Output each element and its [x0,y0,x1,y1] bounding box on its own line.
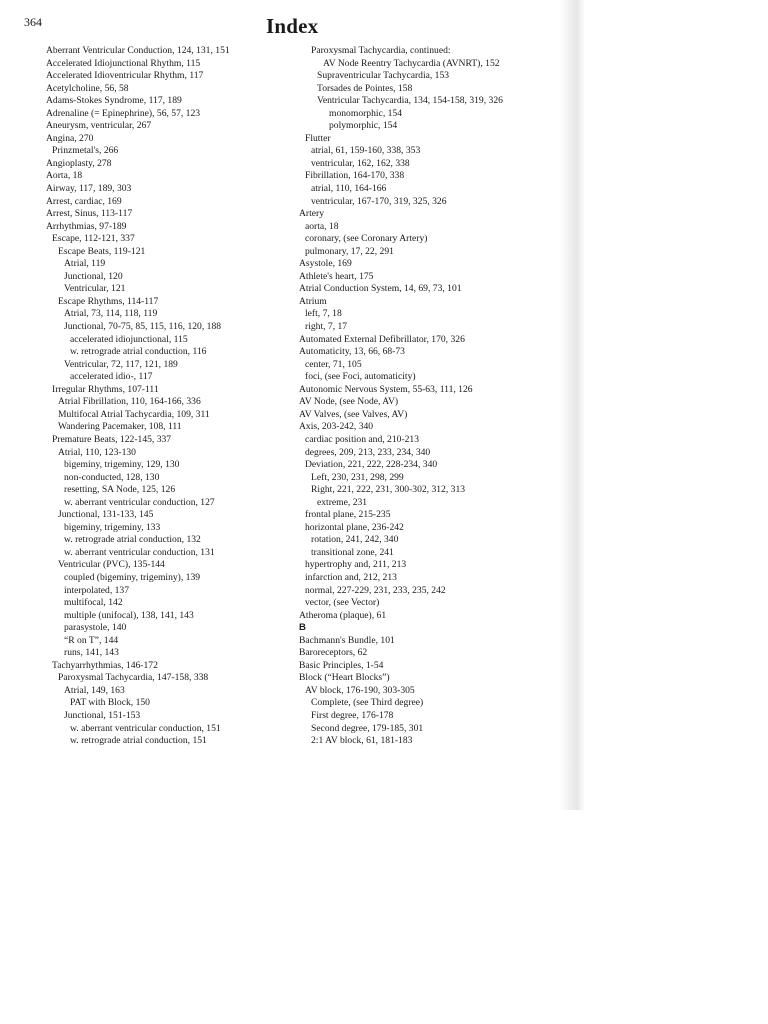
index-entry: atrial, 110, 164-166 [311,183,387,195]
index-entry: Bachmann's Bundle, 101 [299,634,395,646]
index-entry: Tachyarrhythmias, 146-172 [52,659,158,671]
index-entry: Left, 230, 231, 298, 299 [311,471,404,483]
index-entry: Torsades de Pointes, 158 [317,82,413,94]
index-entry: coupled (bigeminy, trigeminy), 139 [64,571,201,583]
index-entry: ventricular, 167-170, 319, 325, 326 [311,195,447,207]
index-entry: Junctional, 151-153 [64,709,141,721]
index-entry: resetting, SA Node, 125, 126 [64,484,176,496]
index-entry: Junctional, 70-75, 85, 115, 116, 120, 188 [64,321,222,333]
index-entry: Atrial Conduction System, 14, 69, 73, 101 [299,283,462,295]
index-entry: runs, 141, 143 [64,647,119,659]
index-entry: accelerated idiojunctional, 115 [70,333,188,345]
index-entry: Automated External Defibrillator, 170, 326 [299,333,465,345]
index-entry: rotation, 241, 242, 340 [311,534,399,546]
index-entry: “R on T”, 144 [64,634,119,646]
index-entry: Angina, 270 [46,132,94,144]
index-entry: Second degree, 179-185, 301 [311,722,424,734]
index-entry: bigeminy, trigeminy, 133 [64,521,161,533]
index-entry: atrial, 61, 159-160, 338, 353 [311,145,421,157]
index-entry: Accelerated Idioventricular Rhythm, 117 [46,70,204,82]
index-entry: w. aberrant ventricular conduction, 127 [64,496,215,508]
section-letter: B [299,622,306,634]
index-entry: Autonomic Nervous System, 55-63, 111, 126 [299,383,473,395]
index-entry: AV Node, (see Node, AV) [299,396,399,408]
index-entry: Ventricular, 72, 117, 121, 189 [64,358,178,370]
index-entry: Axis, 203-242, 340 [299,421,374,433]
page-number: 364 [24,15,42,29]
index-entry: w. aberrant ventricular conduction, 131 [64,546,215,558]
index-entry: infarction and, 212, 213 [305,571,397,583]
index-entry: horizontal plane, 236-242 [305,521,404,533]
index-entry: AV Valves, (see Valves, AV) [299,408,408,420]
index-entry: Artery [299,208,325,220]
index-entry: Aberrant Ventricular Conduction, 124, 131, 151 [46,45,230,56]
index-entry: Escape Beats, 119-121 [58,245,146,257]
index-entry: Junctional, 131-133, 145 [58,509,154,521]
index-entry: Atrial, 73, 114, 118, 119 [64,308,158,320]
index-entry: w. retrograde atrial conduction, 151 [70,735,207,747]
index-entry: Irregular Rhythms, 107-111 [52,383,159,395]
index-entry: Wandering Pacemaker, 108, 111 [58,421,182,433]
index-entry: AV Node Reentry Tachycardia (AVNRT), 152 [323,57,500,69]
index-entry: Premature Beats, 122-145, 337 [52,433,172,445]
index-entry: Block (“Heart Blocks”) [299,672,390,684]
index-entry: Atrial Fibrillation, 110, 164-166, 336 [58,396,201,408]
page-title: Index [266,14,319,38]
index-entry: parasystole, 140 [64,622,127,634]
index-entry: Aneurysm, ventricular, 267 [46,120,152,132]
index-entry: coronary, (see Coronary Artery) [305,233,428,245]
index-entry: center, 71, 105 [305,358,362,370]
index-entry: Deviation, 221, 222, 228-234, 340 [305,459,438,471]
index-entry: Angioplasty, 278 [46,157,112,169]
index-entry: Automaticity, 13, 66, 68-73 [299,346,405,358]
index-entry: Accelerated Idiojunctional Rhythm, 115 [46,57,201,69]
index-entry: Baroreceptors, 62 [299,647,368,659]
index-entry: Ventricular Tachycardia, 134, 154-158, 319, 326 [317,95,503,107]
index-entry: First degree, 176-178 [311,709,394,721]
index-entry: w. aberrant ventricular conduction, 151 [70,722,221,734]
index-entry: interpolated, 137 [64,584,130,596]
index-entry: foci, (see Foci, automaticity) [305,371,416,383]
index-entry: Atrial, 149, 163 [64,684,125,696]
index-entry: multiple (unifocal), 138, 141, 143 [64,609,194,621]
index-column-left [46,45,316,748]
index-entry: Prinzmetal's, 266 [52,145,119,157]
index-entry: pulmonary, 17, 22, 291 [305,245,394,257]
index-entry: PAT with Block, 150 [70,697,150,709]
index-entry: frontal plane, 215-235 [305,509,391,521]
index-entry: Junctional, 120 [64,270,123,282]
index-entry: Athlete's heart, 175 [299,270,374,282]
index-entry: multifocal, 142 [64,597,123,609]
index-entry: Basic Principles, 1-54 [299,659,384,671]
index-entry: w. retrograde atrial conduction, 132 [64,534,201,546]
index-entry: Adrenaline (= Epinephrine), 56, 57, 123 [46,107,201,119]
index-entry: bigeminy, trigeminy, 129, 130 [64,459,180,471]
index-entry: degrees, 209, 213, 233, 234, 340 [305,446,431,458]
index-entry: Paroxysmal Tachycardia, 147-158, 338 [58,672,209,684]
index-entry: Atheroma (plaque), 61 [299,609,387,621]
index-entry: Atrium [299,295,327,307]
index-column-right [299,45,569,748]
index-entry: Atrial, 110, 123-130 [58,446,136,458]
index-entry: normal, 227-229, 231, 233, 235, 242 [305,584,446,596]
index-entry: Atrial, 119 [64,258,106,270]
index-entry: Multifocal Atrial Tachycardia, 109, 311 [58,408,210,420]
index-entry: Fibrillation, 164-170, 338 [305,170,405,182]
index-entry: aorta, 18 [305,220,339,232]
index-entry: accelerated idio-, 117 [70,371,153,383]
index-entry: Adams-Stokes Syndrome, 117, 189 [46,95,182,107]
index-entry: right, 7, 17 [305,321,348,333]
index-entry: Flutter [305,132,331,144]
index-entry: w. retrograde atrial conduction, 116 [70,346,207,358]
index-entry: Escape, 112-121, 337 [52,233,135,245]
index-entry: cardiac position and, 210-213 [305,433,420,445]
index-entry: AV block, 176-190, 303-305 [305,684,415,696]
index-entry: 2:1 AV block, 61, 181-183 [311,735,413,747]
index-entry: Escape Rhythms, 114-117 [58,295,159,307]
index-entry: transitional zone, 241 [311,546,394,558]
index-entry: polymorphic, 154 [329,120,398,132]
index-entry: Airway, 117, 189, 303 [46,183,132,195]
index-entry: Arrhythmias, 97-189 [46,220,127,232]
index-entry: monomorphic, 154 [329,107,403,119]
index-entry: Complete, (see Third degree) [311,697,424,709]
index-entry: Supraventricular Tachycardia, 153 [317,70,450,82]
index-entry: non-conducted, 128, 130 [64,471,160,483]
index-entry: extreme, 231 [317,496,368,508]
index-entry: left, 7, 18 [305,308,342,320]
index-entry: Aorta, 18 [46,170,83,182]
index-entry: vector, (see Vector) [305,597,380,609]
index-entry: ventricular, 162, 162, 338 [311,157,410,169]
index-entry: Ventricular (PVC), 135-144 [58,559,165,571]
index-entry: Asystole, 169 [299,258,352,270]
index-entry: Paroxysmal Tachycardia, continued: [311,45,451,56]
index-entry: hypertrophy and, 211, 213 [305,559,407,571]
index-entry: Ventricular, 121 [64,283,126,295]
index-entry: Arrest, Sinus, 113-117 [46,208,133,220]
index-entry: Arrest, cardiac, 169 [46,195,122,207]
index-entry: Acetylcholine, 56, 58 [46,82,129,94]
index-entry: Right, 221, 222, 231, 300-302, 312, 313 [311,484,466,496]
